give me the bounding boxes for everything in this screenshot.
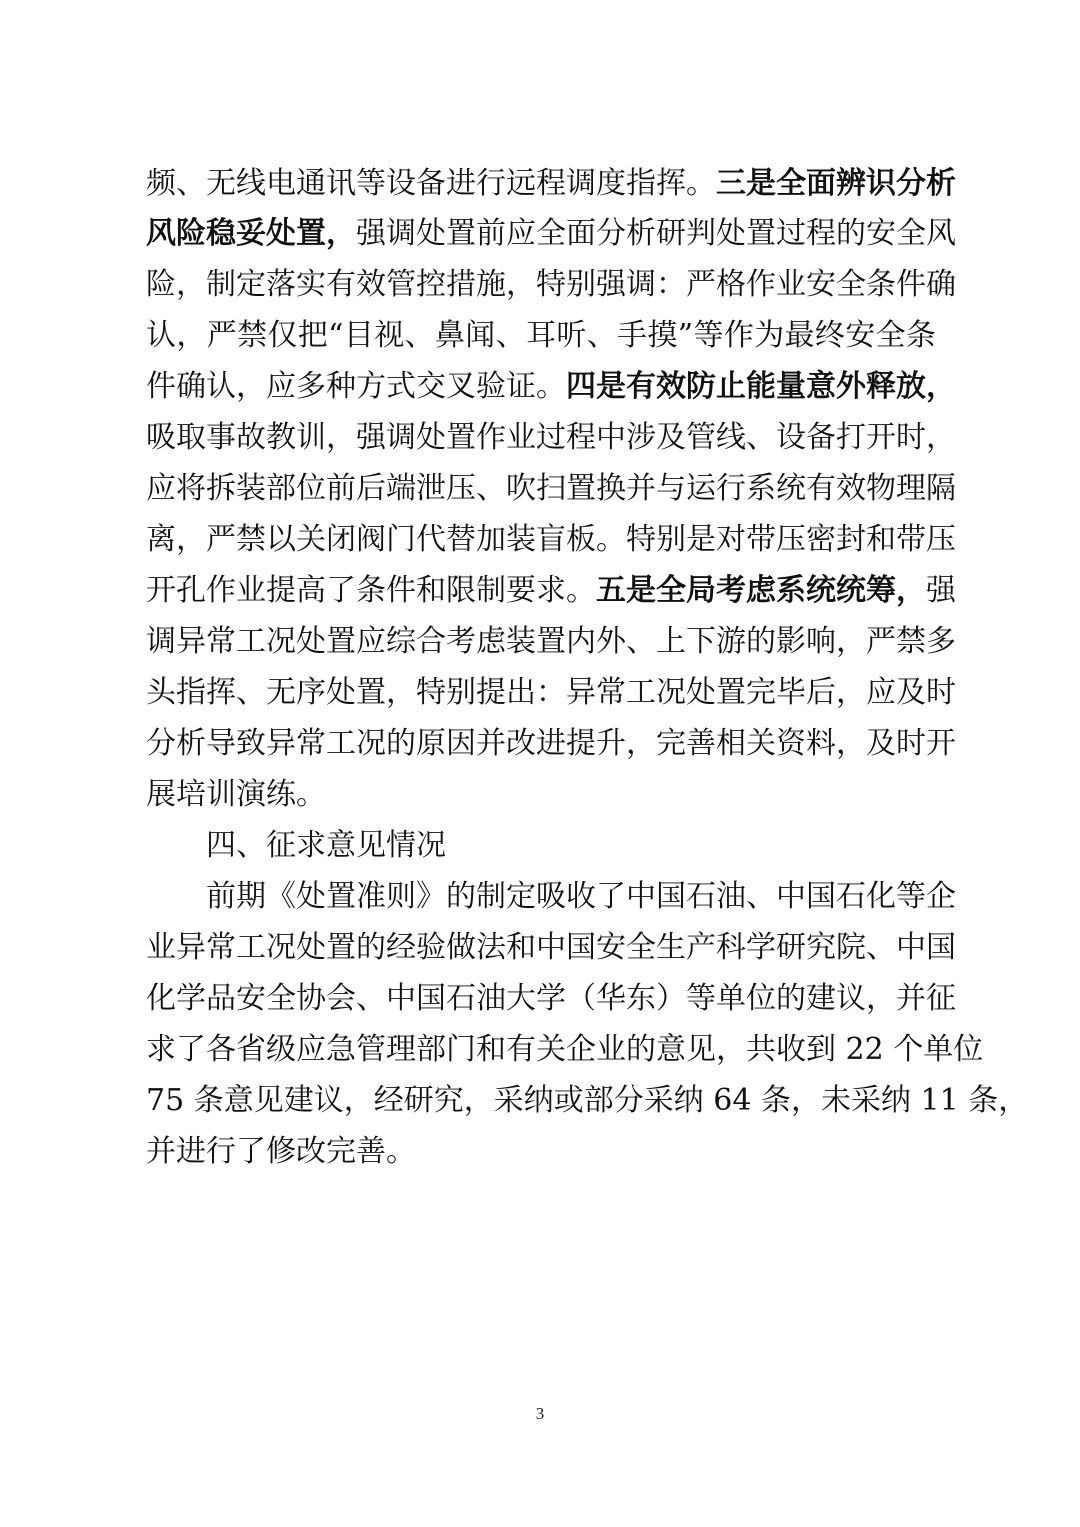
text-segment: 求了各省级应急管理部门和有关企业的意见，共收到 22 个单位 xyxy=(146,1032,984,1067)
text-segment: 险，制定落实有效管控措施，特别强调：严格作业安全条件确 xyxy=(146,267,956,302)
emphasis-segment: 三是全面辨识分析 xyxy=(716,166,956,201)
text-line xyxy=(146,924,956,972)
text-segment: 频、无线电通讯等设备进行远程调度指挥。 xyxy=(146,166,716,201)
text-segment: 吸取事故教训，强调处置作业过程中涉及管线、设备打开时， xyxy=(146,420,956,455)
text-line xyxy=(146,414,956,462)
text-segment: 分析导致异常工况的原因并改进提升，完善相关资料，及时开 xyxy=(146,726,956,761)
text-segment: 强 xyxy=(926,573,956,608)
text-segment: 前期《处置准则》的制定吸收了中国石油、中国石化等企 xyxy=(206,879,956,914)
text-line xyxy=(146,618,956,666)
text-line xyxy=(146,1026,984,1074)
text-segment: 头指挥、无序处置，特别提出：异常工况处置完毕后，应及时 xyxy=(146,675,956,710)
text-line xyxy=(146,1077,1029,1125)
text-segment: 认，严禁仅把“目视、鼻闻、耳听、手摸”等作为最终安全条 xyxy=(146,318,936,353)
text-line xyxy=(146,567,956,615)
text-segment: 开孔作业提高了条件和限制要求。 xyxy=(146,573,596,608)
text-line xyxy=(146,720,956,768)
emphasis-segment: 五是全局考虑系统统筹， xyxy=(596,573,926,608)
text-line xyxy=(146,363,956,411)
page-number: 3 xyxy=(535,1404,545,1423)
text-segment: 并进行了修改完善。 xyxy=(146,1134,416,1169)
text-segment: 调异常工况处置应综合考虑装置内外、上下游的影响，严禁多 xyxy=(146,624,956,659)
text-segment: 强调处置前应全面分析研判处置过程的安全风 xyxy=(356,216,956,251)
section-heading: 四、征求意见情况 xyxy=(206,828,446,863)
text-line xyxy=(146,160,956,208)
text-line xyxy=(146,312,936,360)
text-line xyxy=(206,873,956,921)
text-segment: 离，严禁以关闭阀门代替加装盲板。特别是对带压密封和带压 xyxy=(146,522,956,557)
text-segment: 75 条意见建议，经研究，采纳或部分采纳 64 条，未采纳 11 条， xyxy=(146,1083,1029,1118)
text-line xyxy=(146,465,956,513)
emphasis-segment: 风险稳妥处置， xyxy=(146,216,356,251)
emphasis-segment: 四是有效防止能量意外释放， xyxy=(566,369,956,404)
text-segment: 展培训演练。 xyxy=(146,777,326,812)
text-line xyxy=(146,516,956,564)
text-line xyxy=(146,261,956,309)
text-line xyxy=(146,771,326,819)
text-line xyxy=(146,975,956,1023)
text-line xyxy=(146,210,956,258)
text-segment: 件确认，应多种方式交叉验证。 xyxy=(146,369,566,404)
text-segment: 应将拆装部位前后端泄压、吹扫置换并与运行系统有效物理隔 xyxy=(146,471,956,506)
text-line xyxy=(146,1128,416,1176)
text-segment: 业异常工况处置的经验做法和中国安全生产科学研究院、中国 xyxy=(146,930,956,965)
text-segment: 化学品安全协会、中国石油大学（华东）等单位的建议，并征 xyxy=(146,981,956,1016)
body-text xyxy=(146,0,1029,1527)
text-line xyxy=(146,669,956,717)
